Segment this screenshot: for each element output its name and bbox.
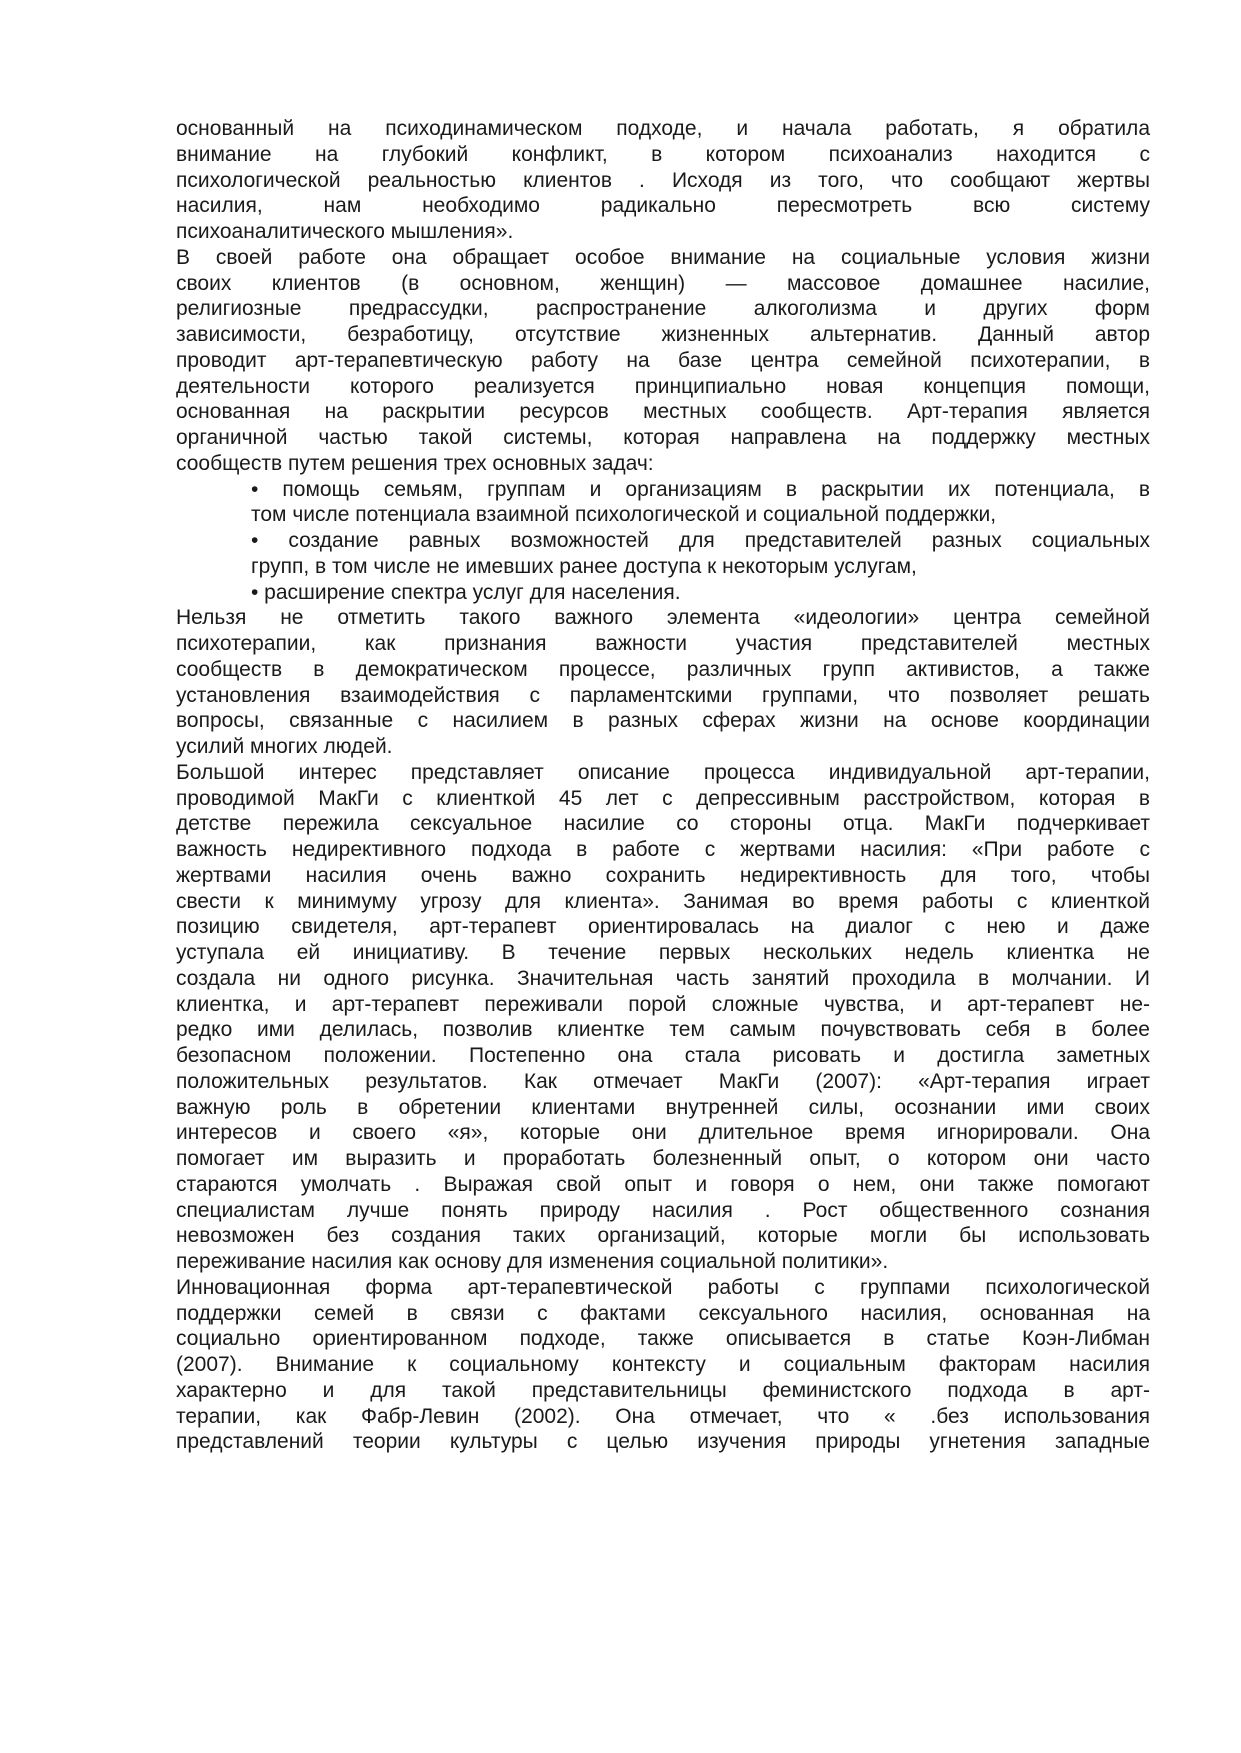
paragraph-5 — [176, 1275, 1150, 1455]
text-line: создала ни одного рисунка. Значительная часть занятий проходила в молчании. И — [176, 966, 1150, 990]
text-line: важность недирективного подхода в работе с жертвами насилия: «При работе с — [176, 838, 1150, 861]
bullet-item-1 — [176, 477, 1150, 529]
text-line: социально ориентированном подходе, также описывается в статье Коэн-Либман — [176, 1327, 1150, 1351]
text-line: сообществ в демократическом процессе, различных групп активистов, а также — [176, 657, 1150, 681]
paragraph-1 — [176, 116, 1150, 245]
text-line: Инновационная форма арт-терапевтической работы с группами психологической — [176, 1275, 1150, 1299]
text-line: помогает им выразить и проработать болезненный опыт, о котором они часто — [176, 1147, 1150, 1170]
text-line: представлений теории культуры с целью изучения природы угнетения западные — [176, 1430, 1150, 1454]
text-line: основанная на раскрытии ресурсов местных сообществ. Арт-терапия является — [176, 400, 1150, 424]
bullet-line: групп, в том числе не имевших ранее доступа к некоторым услугам, — [251, 554, 917, 578]
text-line: проводимой МакГи с клиенткой 45 лет с депрессивным расстройством, которая в — [176, 786, 1150, 810]
text-line: вопросы, связанные с насилием в разных сферах жизни на основе координации — [176, 709, 1150, 733]
text-line: внимание на глубокий конфликт, в котором психоанализ находится с — [176, 142, 1150, 166]
text-line: терапии, как Фабр-Левин (2002). Она отмечает, что « .без использования — [176, 1404, 1150, 1428]
text-line: интересов и своего «я», которые они длительное время игнорировали. Она — [176, 1121, 1150, 1145]
text-line: органичной частью такой системы, которая направлена на поддержку местных — [176, 426, 1150, 449]
text-line: установления взаимодействия с парламентскими группами, что позволяет решать — [176, 683, 1150, 707]
text-line: поддержки семей в связи с фактами сексуального насилия, основанная на — [176, 1301, 1150, 1325]
bullet-item-2 — [176, 528, 1150, 580]
text-line: сообществ путем решения трех основных задач: — [176, 451, 654, 475]
text-line: специалистам лучше понять природу насилия . Рост общественного сознания — [176, 1198, 1150, 1222]
text-line: психотерапии, как признания важности участия представителей местных — [176, 632, 1150, 655]
text-line: позицию свидетеля, арт-терапевт ориентировалась на диалог с нею и даже — [176, 915, 1150, 939]
text-line: В своей работе она обращает особое внимание на социальные условия жизни — [176, 245, 1150, 269]
bullet-line: • помощь семьям, группам и организациям в раскрытии их потенциала, в — [251, 477, 1150, 501]
text-line: (2007). Внимание к социальному контексту и социальным факторам насилия — [176, 1353, 1150, 1376]
text-line: своих клиентов (в основном, женщин) — массовое домашнее насилие, — [176, 271, 1150, 295]
text-line: положительных результатов. Как отмечает МакГи (2007): «Арт-терапия играет — [176, 1069, 1150, 1093]
document-page — [176, 116, 1150, 1455]
bullet-item-3 — [176, 580, 1150, 606]
text-line: характерно и для такой представительницы феминистского подхода в арт- — [176, 1378, 1150, 1402]
text-line: клиентка, и арт-терапевт переживали порой сложные чувства, и арт-терапевт не- — [176, 992, 1150, 1016]
text-line: стараются умолчать . Выражая свой опыт и говоря о нем, они также помогают — [176, 1172, 1150, 1196]
text-line: детстве пережила сексуальное насилие со стороны отца. МакГи подчеркивает — [176, 812, 1150, 836]
text-line: Большой интерес представляет описание процесса индивидуальной арт-терапии, — [176, 760, 1150, 784]
bullet-line: • расширение спектра услуг для населения. — [251, 580, 681, 604]
paragraph-3 — [176, 605, 1150, 760]
text-line: проводит арт-терапевтическую работу на базе центра семейной психотерапии, в — [176, 348, 1150, 372]
text-line: безопасном положении. Постепенно она стала рисовать и достигла заметных — [176, 1044, 1150, 1067]
text-line: свести к минимуму угрозу для клиента». Занимая во время работы с клиенткой — [176, 889, 1150, 913]
text-line: жертвами насилия очень важно сохранить недирективность для того, чтобы — [176, 863, 1150, 887]
bullet-line: том числе потенциала взаимной психологической и социальной поддержки, — [251, 503, 997, 527]
text-line: важную роль в обретении клиентами внутренней силы, осознании ими своих — [176, 1095, 1150, 1119]
text-line: невозможен без создания таких организаций, которые могли бы использовать — [176, 1224, 1150, 1248]
text-line: редко ими делилась, позволив клиентке тем самым почувствовать себя в более — [176, 1018, 1150, 1042]
text-line: насилия, нам необходимо радикально пересмотреть всю систему — [176, 194, 1150, 218]
text-line: переживание насилия как основу для изменения социальной политики». — [176, 1250, 889, 1273]
text-line: психоаналитического мышления». — [176, 220, 514, 243]
text-line: религиозные предрассудки, распространение алкоголизма и других форм — [176, 297, 1150, 321]
text-line: основанный на психодинамическом подходе, и начала работать, я обратила — [176, 117, 1150, 140]
text-line: деятельности которого реализуется принципиально новая концепция помощи, — [176, 374, 1150, 398]
paragraph-4 — [176, 760, 1150, 1275]
text-line: Нельзя не отметить такого важного элемента «идеологии» центра семейной — [176, 606, 1150, 630]
text-line: усилий многих людей. — [176, 735, 393, 758]
paragraph-2 — [176, 245, 1150, 477]
text-line: психологической реальностью клиентов . Исходя из того, что сообщают жертвы — [176, 168, 1150, 192]
text-line: зависимости, безработицу, отсутствие жизненных альтернатив. Данный автор — [176, 323, 1150, 346]
bullet-line: • создание равных возможностей для представителей разных социальных — [251, 529, 1150, 552]
text-line: уступала ей инициативу. В течение первых нескольких недель клиентка не — [176, 941, 1150, 964]
